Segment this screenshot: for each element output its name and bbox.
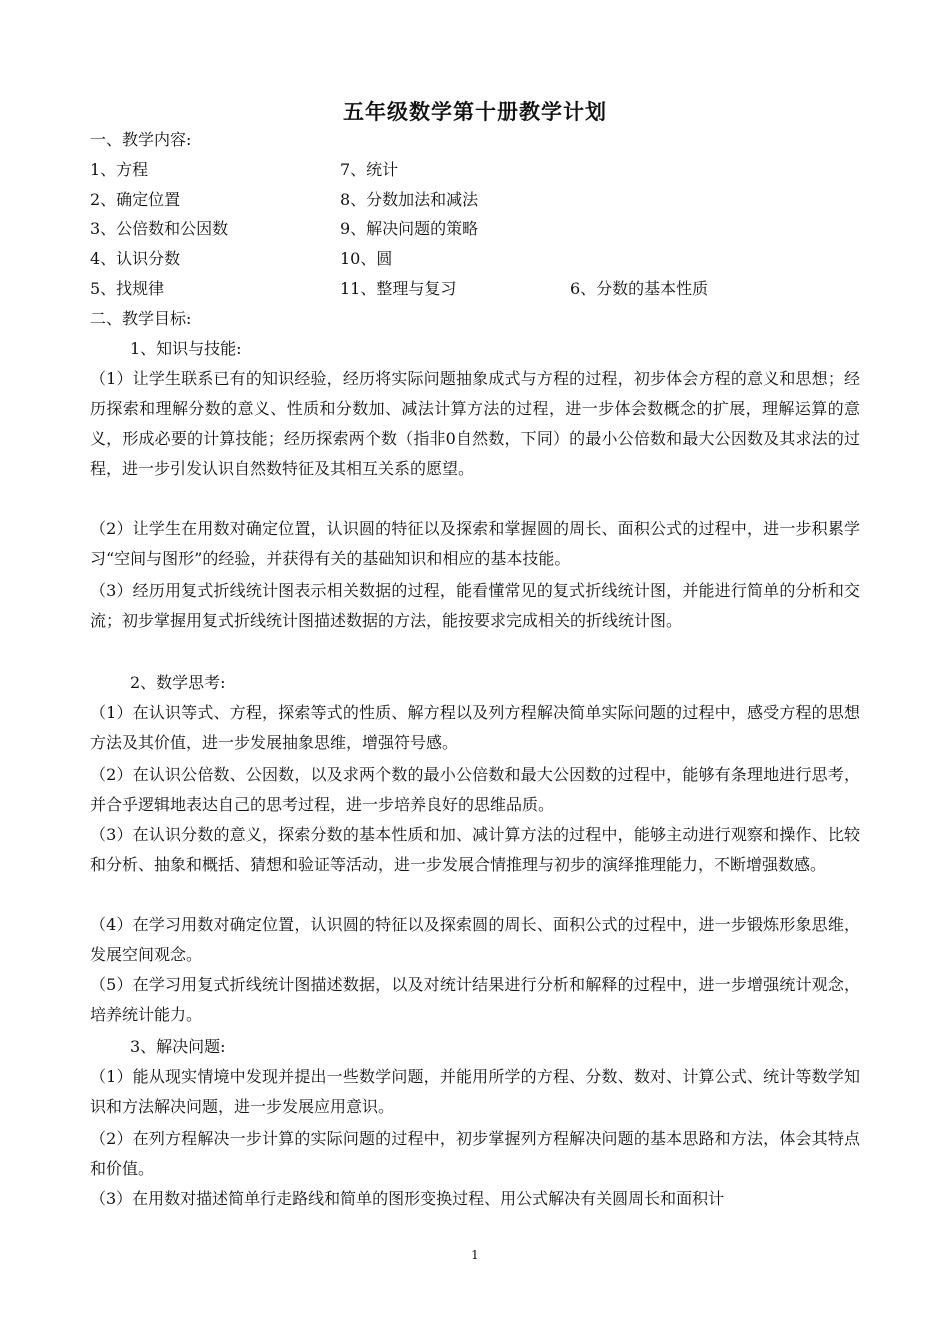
- content-item: 7、统计: [340, 160, 399, 179]
- content-item: 8、分数加法和减法: [340, 190, 479, 209]
- content-item: 11、整理与复习: [340, 279, 457, 298]
- paragraph: （1）让学生联系已有的知识经验，经历将实际问题抽象成式与方程的过程，初步体会方程的意义和思想；经历探索和理解分数的意义、性质和分数加、减法计算方法的过程，进一步体会数概念的扩展，理解运算的意义，形成必要的计算技能；经历探索两个数（指非0自然数，下同）的最小公倍数和最大公因数及其求法的过程，进一步引发认识自然数特征及其相互关系的愿望。: [90, 369, 860, 478]
- paragraph: （1）能从现实情境中发现并提出一些数学问题，并能用所学的方程、分数、数对、计算公式、统计等数学知识和方法解决问题，进一步发展应用意识。: [90, 1067, 860, 1116]
- paragraph: （2）在列方程解决一步计算的实际问题的过程中，初步掌握列方程解决问题的基本思路和方法，体会其特点和价值。: [90, 1129, 860, 1178]
- section-heading-content: 一、教学内容:: [90, 130, 192, 149]
- paragraph: （3）在认识分数的意义，探索分数的基本性质和加、减计算方法的过程中，能够主动进行观察和操作、比较和分析、抽象和概括、猜想和验证等活动，进一步发展合情推理与初步的演绎推理能力，不断增强数感。: [90, 825, 860, 874]
- content-row: [0, 214, 950, 244]
- paragraph: （5）在学习用复式折线统计图描述数据，以及对统计结果进行分析和解释的过程中，进一步增强统计观念，培养统计能力。: [90, 975, 860, 1024]
- paragraph: （4）在学习用数对确定位置，认识圆的特征以及探索圆的周长、面积公式的过程中，进一步锻炼形象思维，发展空间观念。: [90, 915, 860, 964]
- content-item: 3、公倍数和公因数: [90, 219, 229, 238]
- content-row: [0, 244, 950, 274]
- content-item: 9、解决问题的策略: [340, 219, 479, 238]
- content-row: [0, 274, 950, 304]
- paragraph: （2）在认识公倍数、公因数，以及求两个数的最小公倍数和最大公因数的过程中，能够有条理地进行思考，并合乎逻辑地表达自己的思考过程，进一步培养良好的思维品质。: [90, 765, 860, 814]
- content-item: 10、圆: [340, 249, 393, 268]
- subsection-heading-problem-solving: 3、解决问题:: [130, 1037, 226, 1056]
- content-item: 5、找规律: [90, 279, 165, 298]
- content-row: [0, 155, 950, 185]
- section-heading-goals: 二、教学目标:: [90, 309, 192, 328]
- content-item: 4、认识分数: [90, 249, 181, 268]
- content-item: 2、确定位置: [90, 190, 181, 209]
- content-row: [0, 185, 950, 215]
- subsection-heading-knowledge: 1、知识与技能:: [130, 339, 242, 358]
- page-number: 1: [471, 1248, 479, 1262]
- document-title: 五年级数学第十册教学计划: [343, 99, 607, 124]
- content-item: 1、方程: [90, 160, 149, 179]
- paragraph: （1）在认识等式、方程，探索等式的性质、解方程以及列方程解决简单实际问题的过程中，感受方程的思想方法及其价值，进一步发展抽象思维，增强符号感。: [90, 703, 860, 752]
- content-item: 6、分数的基本性质: [570, 279, 709, 298]
- subsection-heading-thinking: 2、数学思考:: [130, 673, 226, 692]
- paragraph: （3）经历用复式折线统计图表示相关数据的过程，能看懂常见的复式折线统计图，并能进行简单的分析和交流；初步掌握用复式折线统计图描述数据的方法，能按要求完成相关的折线统计图。: [90, 581, 860, 630]
- paragraph: （3）在用数对描述简单行走路线和简单的图形变换过程、用公式解决有关圆周长和面积计: [90, 1189, 725, 1208]
- paragraph: （2）让学生在用数对确定位置，认识圆的特征以及探索和掌握圆的周长、面积公式的过程中，进一步积累学习“空间与图形”的经验，并获得有关的基础知识和相应的基本技能。: [90, 519, 860, 568]
